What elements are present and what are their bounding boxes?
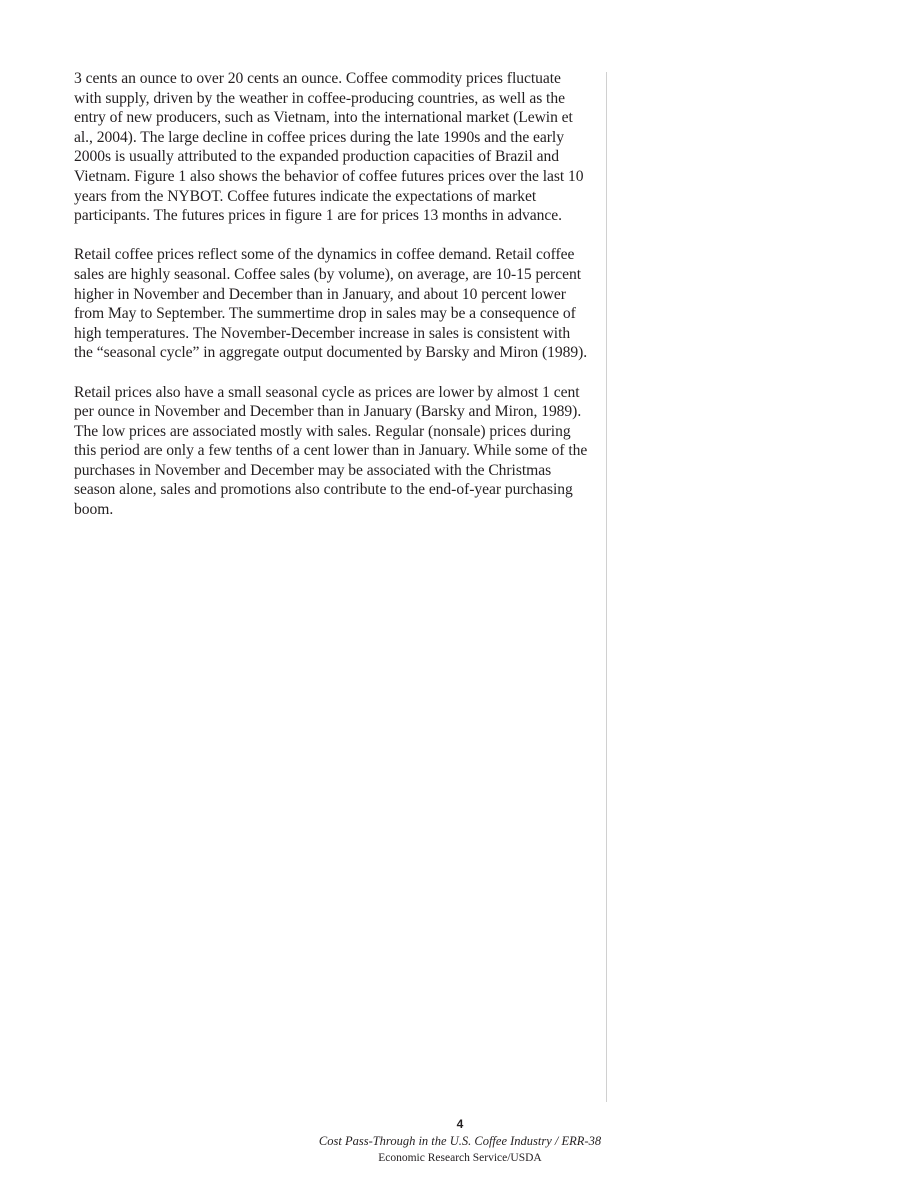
column-divider	[606, 72, 607, 1102]
page-number: 4	[456, 1117, 464, 1131]
paragraph-retail-demand: Retail coffee prices reflect some of the dynamics in coffee demand. Retail coffee sales are highly seasonal. Coffee sales (by volume), on average, are 10-15 percent higher in November and December than in January, and about 10 percent lower from May to September. The summertime drop in sales may be a consequence of high temperatures. The November-December increase in sales is consistent with the “seasonal cycle” in aggregate output documented by Barsky and Miron (1989).	[74, 246, 588, 362]
footer-organization: Economic Research Service/USDA	[378, 1152, 542, 1164]
body-text-column	[74, 69, 592, 539]
paragraph-commodity-prices: 3 cents an ounce to over 20 cents an ounce. Coffee commodity prices fluctuate with supply, driven by the weather in coffee-producing countries, as well as the entry of new producers, such as Vietnam, into the international market (Lewin et al., 2004). The large decline in coffee prices during the late 1990s and the early 2000s is usually attributed to the expanded production capacities of Brazil and Vietnam. Figure 1 also shows the behavior of coffee futures prices over the last 10 years from the NYBOT. Coffee futures indicate the expectations of market participants. The futures prices in figure 1 are for prices 13 months in advance.	[74, 70, 584, 225]
paragraph-seasonal-prices: Retail prices also have a small seasonal cycle as prices are lower by almost 1 cent per ounce in November and December than in January (Barsky and Miron, 1989). The low prices are associated mostly with sales. Regular (nonsale) prices during this period are only a few tenths of a cent lower than in January. While some of the purchases in November and December may be associated with the Christmas season alone, sales and promotions also contribute to the end-of-year purchasing boom.	[74, 383, 588, 519]
footer-publication-title: Cost Pass-Through in the U.S. Coffee Industry / ERR-38	[318, 1134, 602, 1148]
